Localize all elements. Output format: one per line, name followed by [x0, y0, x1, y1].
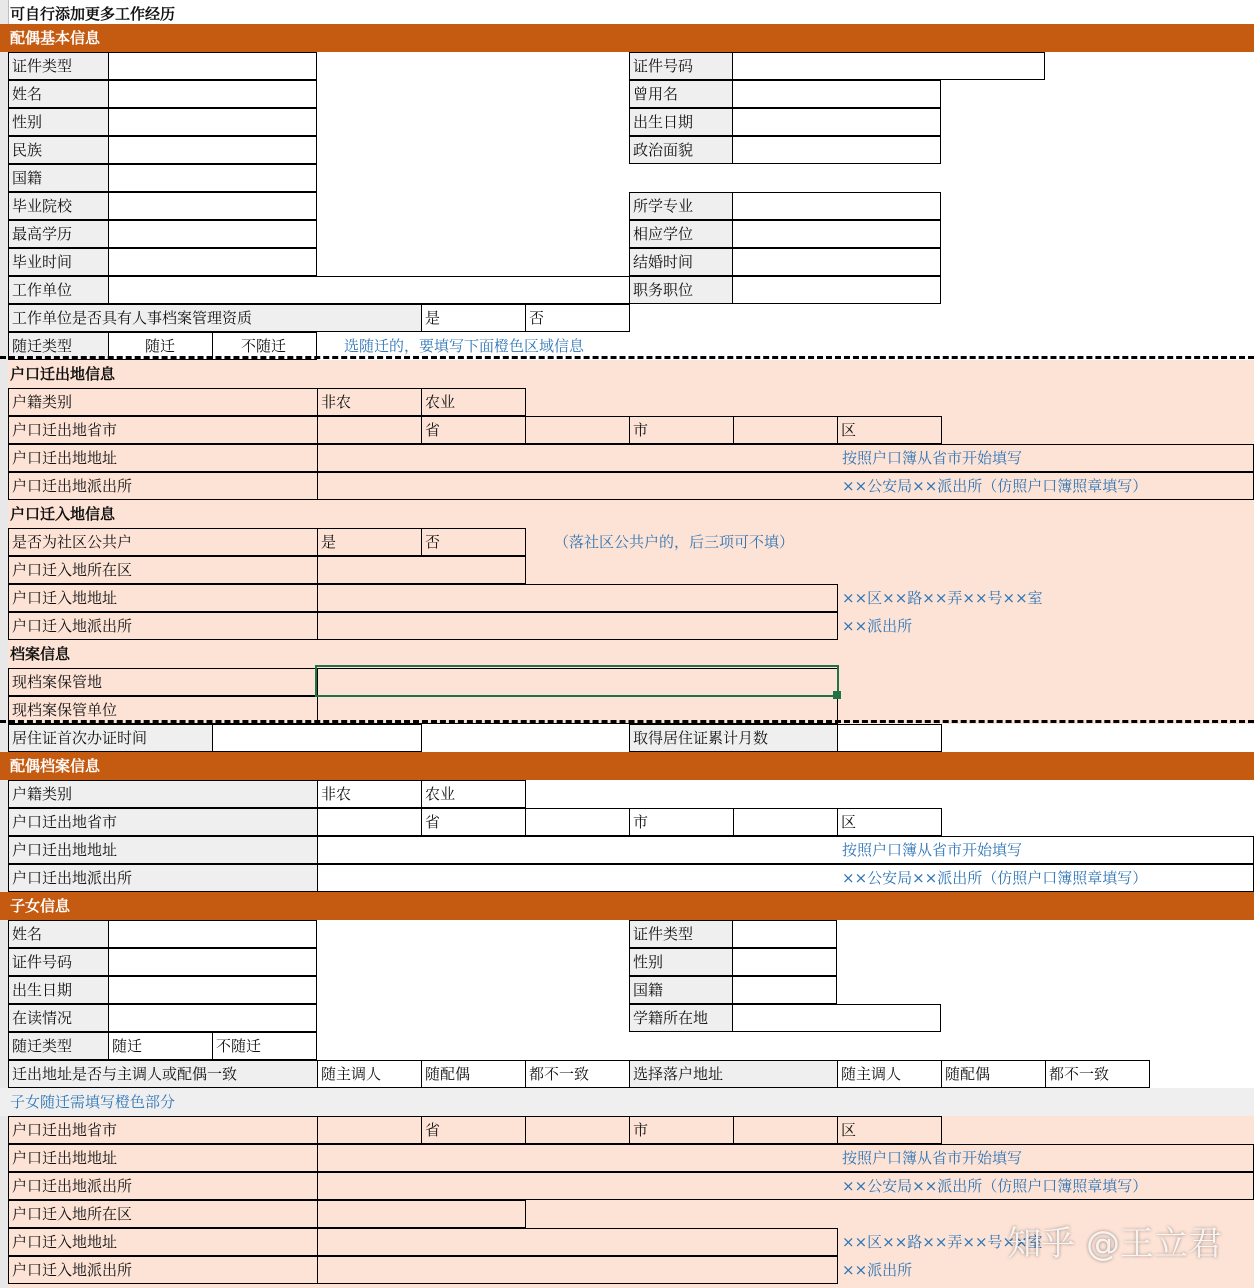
label-residence-first: 居住证首次办证时间 [8, 724, 213, 752]
option-community-no[interactable]: 否 [421, 528, 526, 556]
out-address-note: 按照户口簿从省市开始填写 [842, 449, 1023, 467]
sa-address-note: 按照户口簿从省市开始填写 [842, 841, 1023, 859]
label-city: 市 [629, 416, 734, 444]
option-settle-main[interactable]: 随主调人 [837, 1060, 942, 1088]
label-child-out-police: 户口迁出地派出所 [8, 1172, 318, 1200]
label-degree: 相应学位 [629, 220, 733, 248]
option-non-agri[interactable]: 非农 [317, 388, 422, 416]
in-police-note: ××派出所 [842, 617, 913, 635]
in-address-note: ××区××路××弄××号××室 [842, 589, 1043, 607]
label-child-school-location: 学籍所在地 [629, 1004, 733, 1032]
sheet-row [0, 836, 1254, 864]
label-child-district: 区 [837, 1116, 942, 1144]
label-category: 户籍类别 [8, 388, 318, 416]
input-child-school-location[interactable] [732, 1004, 941, 1032]
label-hr-question: 工作单位是否具有人事档案管理资质 [8, 304, 422, 332]
section-archive: 档案信息 [10, 645, 71, 663]
label-school: 毕业院校 [8, 192, 109, 220]
sheet-row [0, 108, 1254, 136]
option-agri[interactable]: 农业 [421, 388, 526, 416]
label-education: 最高学历 [8, 220, 109, 248]
label-sa-city: 市 [629, 808, 734, 836]
input-child-nationality[interactable] [732, 976, 837, 1004]
input-marriage-time[interactable] [732, 248, 941, 276]
label-ethnicity: 民族 [8, 136, 109, 164]
option-move-not[interactable]: 不随迁 [212, 332, 317, 360]
option-sa-non-agri[interactable]: 非农 [317, 780, 422, 808]
label-out-province-city: 户口迁出地省市 [8, 416, 318, 444]
label-settle-choice: 选择落户地址 [629, 1060, 838, 1088]
label-sa-province-city: 户口迁出地省市 [8, 808, 318, 836]
sheet-row [0, 304, 1254, 332]
input-child-school-status[interactable] [108, 1004, 317, 1032]
label-nationality: 国籍 [8, 164, 109, 192]
label-archive-unit: 现档案保管单位 [8, 696, 318, 724]
label-child-in-address: 户口迁入地地址 [8, 1228, 318, 1256]
input-major[interactable] [732, 192, 941, 220]
label-sa-category: 户籍类别 [8, 780, 318, 808]
label-gender: 性别 [8, 108, 109, 136]
input-child-id-type[interactable] [732, 920, 837, 948]
dashed-divider [0, 720, 1254, 723]
label-child-move-type: 随迁类型 [8, 1032, 109, 1060]
label-child-gender: 性别 [629, 948, 733, 976]
sheet-row [8, 416, 1254, 444]
input-child-out-address[interactable] [317, 1144, 1254, 1172]
label-child-out-province: 户口迁出地省市 [8, 1116, 318, 1144]
sheet-row [8, 1144, 1254, 1172]
option-settle-spouse[interactable]: 随配偶 [941, 1060, 1046, 1088]
input-education[interactable] [108, 220, 317, 248]
label-sa-police: 户口迁出地派出所 [8, 864, 318, 892]
option-sa-agri[interactable]: 农业 [421, 780, 526, 808]
label-grad-time: 毕业时间 [8, 248, 109, 276]
sheet-row [8, 1172, 1254, 1200]
sa-police-note: ××公安局××派出所（仿照户口簿照章填写） [842, 869, 1148, 887]
input-degree[interactable] [732, 220, 941, 248]
option-child-move-not[interactable]: 不随迁 [212, 1032, 317, 1060]
input-sa-province[interactable] [317, 808, 422, 836]
option-origin-none[interactable]: 都不一致 [525, 1060, 630, 1088]
input-child-id-number[interactable] [108, 948, 317, 976]
input-child-province[interactable] [317, 1116, 422, 1144]
top-note: 可自行添加更多工作经历 [10, 5, 176, 23]
label-child-city: 市 [629, 1116, 734, 1144]
label-child-birth: 出生日期 [8, 976, 109, 1004]
label-child-out-address: 户口迁出地地址 [8, 1144, 318, 1172]
option-no[interactable]: 否 [525, 304, 630, 332]
input-nationality[interactable] [108, 164, 317, 192]
section-hukou-out: 户口迁出地信息 [10, 365, 116, 383]
label-district: 区 [837, 416, 942, 444]
option-origin-main[interactable]: 随主调人 [317, 1060, 422, 1088]
input-child-name[interactable] [108, 920, 317, 948]
input-child-in-address[interactable] [317, 1228, 838, 1256]
sheet-row [0, 192, 1254, 220]
label-political: 政治面貌 [629, 136, 733, 164]
sheet-row [0, 808, 1254, 836]
input-id-type[interactable] [108, 52, 317, 80]
input-sa-city[interactable] [525, 808, 630, 836]
sheet-row [0, 248, 1254, 276]
sheet-row [8, 612, 1254, 640]
input-district[interactable] [733, 416, 838, 444]
sheet-row [0, 864, 1254, 892]
sheet-row [0, 52, 1254, 80]
label-prov: 省 [421, 416, 526, 444]
input-job-title[interactable] [732, 276, 941, 304]
move-note: 选随迁的，要填写下面橙色区域信息 [344, 337, 585, 355]
label-child-prov: 省 [421, 1116, 526, 1144]
option-origin-spouse[interactable]: 随配偶 [421, 1060, 526, 1088]
label-job-title: 职务职位 [629, 276, 733, 304]
sheet-row [0, 1004, 1254, 1032]
label-community: 是否为社区公共户 [8, 528, 318, 556]
sheet-row [0, 724, 1254, 752]
input-ethnicity[interactable] [108, 136, 317, 164]
input-child-in-district[interactable] [317, 1200, 526, 1228]
option-settle-none[interactable]: 都不一致 [1045, 1060, 1150, 1088]
sheet-row [0, 80, 1254, 108]
label-employer: 工作单位 [8, 276, 109, 304]
sheet-row [0, 136, 1254, 164]
sheet-row [8, 388, 1254, 416]
label-in-police: 户口迁入地派出所 [8, 612, 318, 640]
sheet-row [0, 1032, 1254, 1060]
option-move-with[interactable]: 随迁 [108, 332, 213, 360]
input-school[interactable] [108, 192, 317, 220]
sheet-row [8, 584, 1254, 612]
input-former-name[interactable] [732, 80, 941, 108]
out-police-note: ××公安局××派出所（仿照户口簿照章填写） [842, 477, 1148, 495]
label-out-police: 户口迁出地派出所 [8, 472, 318, 500]
sheet-row [0, 276, 1254, 304]
label-child-in-police: 户口迁入地派出所 [8, 1256, 318, 1284]
sheet-row [0, 164, 1254, 192]
sheet-row [8, 472, 1254, 500]
label-name: 姓名 [8, 80, 109, 108]
label-sa-prov: 省 [421, 808, 526, 836]
input-employer[interactable] [108, 276, 630, 304]
sheet-row [0, 220, 1254, 248]
sheet-row [0, 920, 1254, 948]
active-cell-selection[interactable] [315, 665, 839, 697]
label-major: 所学专业 [629, 192, 733, 220]
input-child-in-police[interactable] [317, 1256, 838, 1284]
label-in-district: 户口迁入地所在区 [8, 556, 318, 584]
label-child-nationality: 国籍 [629, 976, 733, 1004]
input-city[interactable] [525, 416, 630, 444]
label-child-school-status: 在读情况 [8, 1004, 109, 1032]
label-marriage-time: 结婚时间 [629, 248, 733, 276]
sheet-row [0, 780, 1254, 808]
watermark: 知乎 @王立君 [1007, 1224, 1222, 1264]
dashed-divider [0, 356, 1254, 359]
sheet-row [0, 1060, 1254, 1088]
input-child-gender[interactable] [732, 948, 837, 976]
sheet-row [0, 1088, 1254, 1116]
input-sa-district[interactable] [733, 808, 838, 836]
sheet-row [8, 556, 1254, 584]
child-in-address-note: ××区××路××弄××号××室 [842, 1233, 1043, 1251]
sheet-row [0, 976, 1254, 1004]
section-header-spouse: 配偶基本信息 [0, 24, 1254, 52]
input-id-number[interactable] [732, 52, 1045, 80]
sheet-row [0, 948, 1254, 976]
option-child-move-with[interactable]: 随迁 [108, 1032, 213, 1060]
input-residence-first[interactable] [212, 724, 422, 752]
label-child-in-district: 户口迁入地所在区 [8, 1200, 318, 1228]
label-sa-district: 区 [837, 808, 942, 836]
input-sa-address[interactable] [317, 836, 1254, 864]
sheet-row [8, 1116, 1254, 1144]
label-child-name: 姓名 [8, 920, 109, 948]
label-residence-months: 取得居住证累计月数 [629, 724, 838, 752]
input-political[interactable] [732, 136, 941, 164]
child-out-police-note: ××公安局××派出所（仿照户口簿照章填写） [842, 1177, 1148, 1195]
label-former-name: 曾用名 [629, 80, 733, 108]
fill-handle[interactable] [833, 691, 841, 699]
child-orange-note: 子女随迁需填写橙色部分 [10, 1093, 176, 1111]
input-in-address[interactable] [317, 584, 838, 612]
sheet-row [8, 444, 1254, 472]
option-community-yes[interactable]: 是 [317, 528, 422, 556]
label-origin-question: 迁出地址是否与主调人或配偶一致 [8, 1060, 318, 1088]
input-child-district[interactable] [733, 1116, 838, 1144]
input-residence-months[interactable] [837, 724, 942, 752]
label-child-id-number: 证件号码 [8, 948, 109, 976]
label-out-address: 户口迁出地地址 [8, 444, 318, 472]
label-in-address: 户口迁入地地址 [8, 584, 318, 612]
label-sa-address: 户口迁出地地址 [8, 836, 318, 864]
label-id-number: 证件号码 [629, 52, 733, 80]
label-archive-location: 现档案保管地 [8, 668, 318, 696]
label-move-type: 随迁类型 [8, 332, 109, 360]
section-hukou-in: 户口迁入地信息 [10, 505, 116, 523]
section-header-spouse-archive: 配偶档案信息 [0, 752, 1254, 780]
label-child-id-type: 证件类型 [629, 920, 733, 948]
label-id-type: 证件类型 [8, 52, 109, 80]
label-birth-date: 出生日期 [629, 108, 733, 136]
input-birth-date[interactable] [732, 108, 941, 136]
input-child-birth[interactable] [108, 976, 317, 1004]
sheet-row [8, 528, 1254, 556]
input-child-city[interactable] [525, 1116, 630, 1144]
input-in-district[interactable] [317, 556, 526, 584]
input-in-police[interactable] [317, 612, 838, 640]
input-name[interactable] [108, 80, 317, 108]
child-in-police-note: ××派出所 [842, 1261, 913, 1279]
input-province[interactable] [317, 416, 422, 444]
section-header-child: 子女信息 [0, 892, 1254, 920]
input-out-address[interactable] [317, 444, 1254, 472]
input-grad-time[interactable] [108, 248, 317, 276]
child-out-address-note: 按照户口簿从省市开始填写 [842, 1149, 1023, 1167]
option-yes[interactable]: 是 [421, 304, 526, 332]
input-gender[interactable] [108, 108, 317, 136]
community-note: （落社区公共户的，后三项可不填） [554, 533, 795, 551]
